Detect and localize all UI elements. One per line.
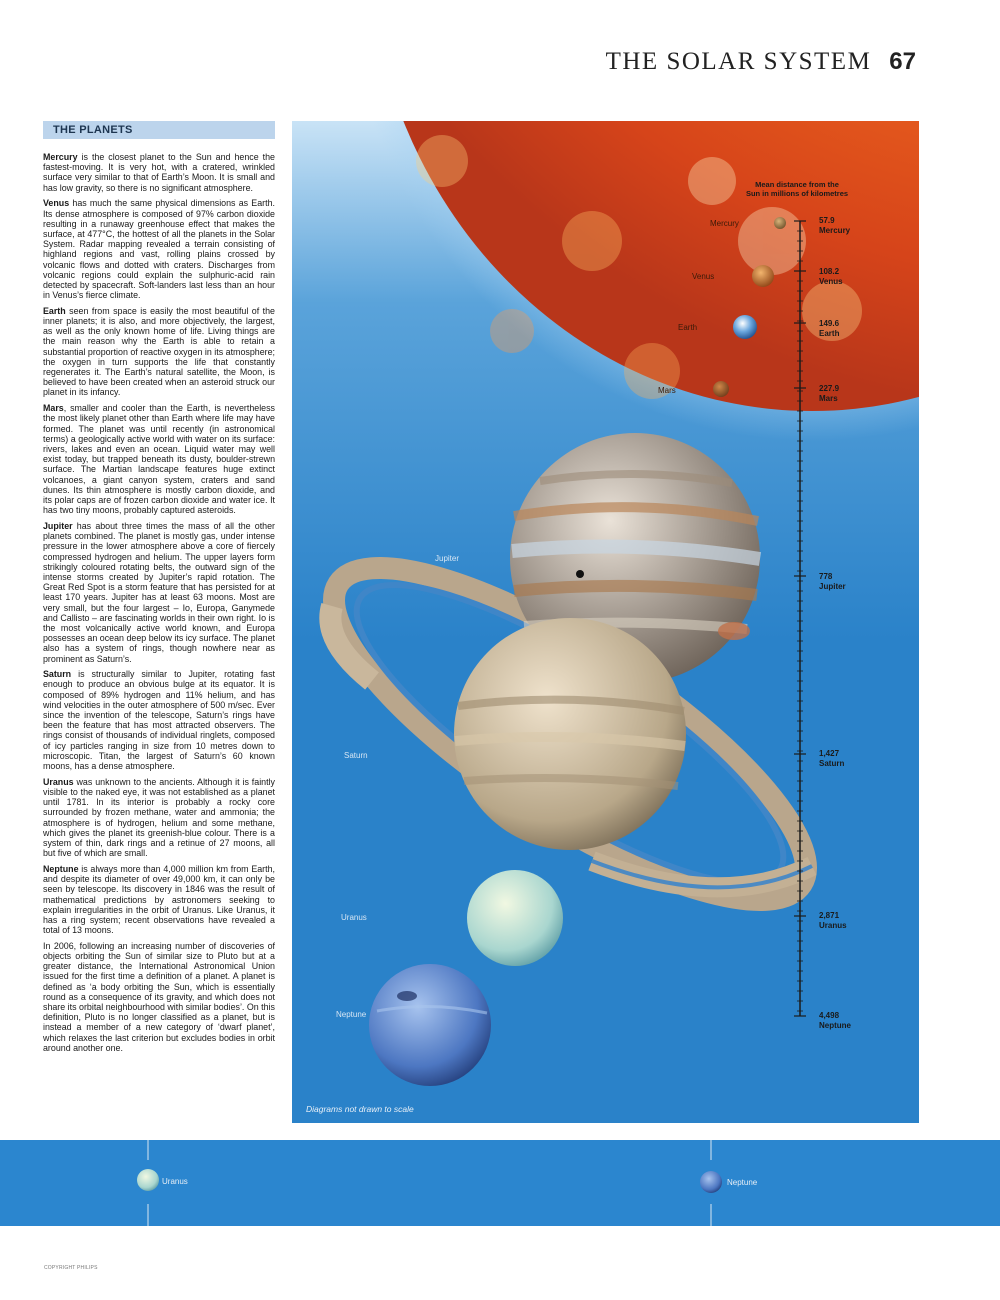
distance-venus	[819, 267, 843, 286]
label-neptune: Neptune	[336, 1010, 367, 1019]
paragraph-text: is always more than 4,000 million km from Earth, and despite its diameter of over 49,000 km, it can only be seen by telescope. Its discovery in 1846 was the result of mathematical predictions by astronomers seeking to explain irregularities in the orbit of Uranus. Like Uranus, it has a ring system; recent observations have revealed a total of 13 moons.	[43, 863, 275, 936]
paragraph-uranus	[43, 777, 275, 859]
paragraph-text: seen from space is easily the most beautiful of the inner planets; it is also, and more objectively, the largest, as well as the only known home of life. Living things are the main reason why the Earth is able to retain a substantial proportion of reactive oxygen in its atmosphere; the oxygen in turn supports the life that constantly regenerates it. The Earth’s natural satellite, the Moon, is believed to have been created when an asteroid struck our planet in its infancy.	[43, 305, 275, 398]
strip-neptune-label: Neptune	[727, 1178, 758, 1187]
mercury	[774, 217, 786, 229]
strip-uranus-label: Uranus	[162, 1177, 188, 1186]
distance-uranus	[819, 911, 847, 930]
distance-value: 2,871	[819, 911, 840, 920]
label-saturn: Saturn	[344, 751, 368, 760]
page-number: 67	[889, 48, 916, 75]
label-jupiter: Jupiter	[435, 554, 460, 563]
strip-uranus	[137, 1169, 159, 1191]
distance-value: 227.9	[819, 384, 840, 393]
distance-neptune	[819, 1011, 851, 1030]
paragraph-text: is the closest planet to the Sun and hence the fastest-moving. It is very hot, with a cratered, wrinkled surface very similar to that of Earth’s Moon. It is small and has low gravity, so there is no significant atmosphere.	[43, 152, 275, 193]
term: Uranus	[43, 776, 74, 787]
saturn	[454, 618, 686, 850]
paragraph-text: has about three times the mass of all the other planets combined. The planet is mostly gas, under intense pressure in the lower atmosphere above a core of fiercely compressed hydrogen and helium. The upper layers form strikingly coloured rotating belts, the outward sign of the intense storms created by Jupiter’s rapid rotation. The Great Red Spot is a storm feature that has persisted for at least 170 years. Jupiter has at least 63 moons. Most are very small, but the four largest – Io, Europa, Ganymede and Callisto – are fascinating worlds in their own right. Io is the most volcanically active world known, and Europa possesses an ocean deep below its icy surface. The planet also has a system of rings, though nowhere near as prominent as Saturn’s.	[43, 520, 275, 664]
term: Venus	[43, 198, 70, 209]
distance-name: Earth	[819, 328, 840, 338]
paragraph-text: has much the same physical dimensions as Earth. Its dense atmosphere is composed of 97% carbon dioxide resulting in a runaway greenhouse effect that makes the surface, at 477°C, the hottest of all the planets in the Solar System. Radar mapping revealed a terrain consisting of highland regions and vast, rolling plains crossed by volcanic flows and dotted with craters. Discharges from volcanic regions could explain the sulphuric-acid rain detected by spacecraft. Soft-landers last less than an hour in Venus’s fierce climate.	[43, 198, 275, 301]
distance-name: Neptune	[819, 1020, 851, 1030]
term: Neptune	[43, 863, 79, 874]
distance-value: 4,498	[819, 1011, 840, 1020]
distance-mars	[819, 384, 839, 403]
paragraph-neptune	[43, 864, 275, 935]
diagram-caption: Diagrams not drawn to scale	[306, 1104, 414, 1114]
distance-value: 108.2	[819, 267, 840, 276]
paragraph-text: , smaller and cooler than the Earth, is nevertheless the most likely planet other than Earth where life may have formed. The planet was until recently (in astronomical terms) a geologically active world with water on its surface: rivers, lakes and even an ocean. Liquid water may well exist today, but trapped beneath its dusty, boulder-strewn surface. The Martian landscape features huge extinct volcanoes, a giant canyon system, craters and sand dunes. Its thin atmosphere is mostly carbon dioxide, and its polar caps are of frozen carbon dioxide and water ice. It has two tiny moons, probably captured asteroids.	[43, 403, 275, 516]
neptune	[369, 964, 491, 1086]
label-venus: Venus	[692, 272, 715, 281]
label-uranus: Uranus	[341, 913, 367, 922]
term: Earth	[43, 305, 66, 316]
page-title: THE SOLAR SYSTEM	[605, 48, 872, 75]
paragraph-saturn	[43, 669, 275, 771]
copyright: COPYRIGHT PHILIPS	[44, 1265, 98, 1271]
strip-artwork	[0, 1140, 1000, 1226]
paragraph-jupiter	[43, 521, 275, 664]
distance-value: 149.6	[819, 319, 840, 328]
paragraph-text: was unknown to the ancients. Although it is faintly visible to the naked eye, it was not established as a planet until 1781. In its interior is probably a rocky core surrounded by frozen methane, water and ammonia; the atmosphere is of hydrogen, helium and some methane, which gives the planet its greenish-blue colour. There is a system of thin, dark rings and a retinue of 27 moons, all but five of which are small.	[43, 776, 275, 859]
distance-value: 1,427	[819, 749, 840, 758]
paragraph-mars	[43, 403, 275, 515]
axis-title-line: Sun in millions of kilometres	[745, 189, 849, 198]
strip-neptune	[700, 1171, 722, 1193]
label-mars: Mars	[658, 386, 676, 395]
earth	[733, 315, 757, 339]
distance-name: Venus	[819, 276, 843, 286]
uranus	[467, 870, 563, 966]
paragraph-pluto	[43, 941, 275, 1053]
distance-value: 57.9	[819, 216, 835, 225]
term: Mars	[43, 403, 64, 414]
term: Mercury	[43, 152, 78, 162]
label-earth: Earth	[678, 323, 698, 332]
text-column	[43, 121, 275, 1059]
distance-name: Uranus	[819, 920, 847, 930]
paragraph-mercury	[43, 152, 275, 193]
distance-mercury	[819, 216, 850, 235]
mars	[713, 381, 729, 397]
term: Jupiter	[43, 520, 73, 531]
axis-title	[742, 180, 852, 198]
term: Saturn	[43, 669, 72, 680]
paragraph-text: is structurally similar to Jupiter, rotating fast enough to produce an obvious bulge at its equator. It is composed of 89% hydrogen and 11% helium, and has wind velocities in the outer atmosphere of 500 m/sec. Ever since the invention of the telescope, Saturn’s rings have been the feature that has most attracted observers. The rings consist of thousands of individual ringlets, composed of icy particles ranging in size from 10 metres down to microscopic. Titan, the largest of Saturn’s 60 known moons, has a dense atmosphere.	[43, 669, 275, 772]
section-heading: THE PLANETS	[43, 121, 275, 139]
paragraph-text: In 2006, following an increasing number of discoveries of objects orbiting the Sun of similar size to Pluto but at a greater distance, the International Astronomical Union issued for the first time a definition of a planet. A planet is defined as ‘a body orbiting the Sun, which is essentially round as a consequence of its gravity, and which does not share its orbital neighbourhood with similar bodies’. On this definition, Pluto is no longer classified as a planet, but is instead a member of a new category of ‘dwarf planet’, which relaxes the last criterion but excludes bodies in orbit around another one.	[43, 940, 275, 1053]
venus	[752, 265, 774, 287]
running-head	[606, 48, 916, 76]
axis-title-line: Mean distance from the	[755, 180, 839, 189]
bottom-strip	[0, 1140, 1000, 1226]
distance-name: Mercury	[819, 225, 851, 235]
label-mercury: Mercury	[710, 219, 739, 228]
distance-earth	[819, 319, 839, 338]
distance-saturn	[819, 749, 844, 768]
distance-name: Jupiter	[819, 581, 846, 591]
distance-name: Saturn	[819, 758, 845, 768]
paragraph-earth	[43, 306, 275, 398]
planet-diagram	[292, 121, 919, 1123]
distance-jupiter	[819, 572, 846, 591]
distance-name: Mars	[819, 393, 838, 403]
paragraph-venus	[43, 198, 275, 300]
distance-value: 778	[819, 572, 833, 581]
